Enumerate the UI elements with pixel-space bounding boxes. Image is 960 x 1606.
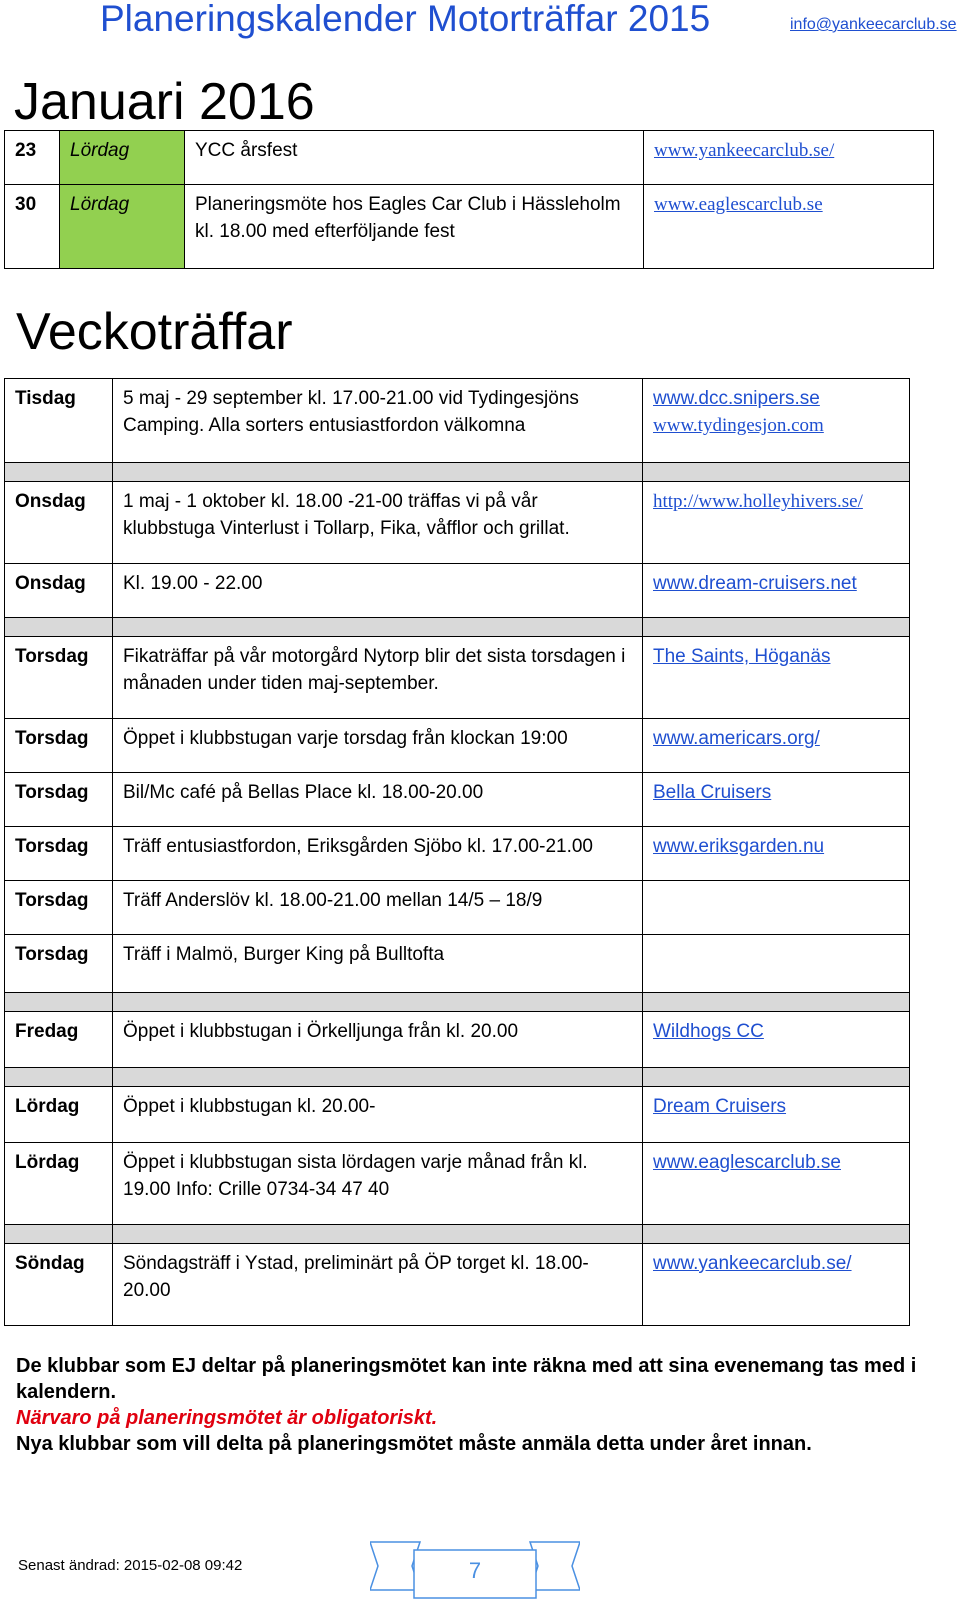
table-separator bbox=[5, 993, 910, 1012]
table-separator bbox=[5, 1068, 910, 1087]
event-cell: YCC årsfest bbox=[185, 131, 644, 185]
table-row bbox=[5, 637, 910, 719]
day-cell: Onsdag bbox=[5, 564, 113, 618]
table-row bbox=[5, 1012, 910, 1068]
table-row bbox=[5, 379, 910, 463]
table-row bbox=[5, 719, 910, 773]
link-cell bbox=[643, 1012, 910, 1068]
event-link[interactable]: www.dcc.snipers.se bbox=[653, 388, 820, 409]
day-cell: Fredag bbox=[5, 1012, 113, 1068]
day-cell: Torsdag bbox=[5, 827, 113, 881]
event-link[interactable]: Dream Cruisers bbox=[653, 1096, 787, 1117]
date-cell: 23 bbox=[5, 131, 60, 185]
table-separator bbox=[5, 1225, 910, 1244]
link-cell bbox=[644, 185, 934, 269]
link-cell bbox=[643, 564, 910, 618]
event-cell: Söndagsträff i Ystad, preliminärt på ÖP torget kl. 18.00-20.00 bbox=[113, 1244, 643, 1326]
event-link[interactable]: www.yankeecarclub.se/ bbox=[653, 1253, 852, 1274]
link-cell bbox=[643, 827, 910, 881]
note-mandatory: Närvaro på planeringsmötet är obligatoriskt. bbox=[16, 1407, 438, 1429]
table-row bbox=[5, 881, 910, 935]
table-row bbox=[5, 773, 910, 827]
event-link[interactable]: www.eaglescarclub.se bbox=[653, 1152, 841, 1173]
table-row bbox=[5, 935, 910, 993]
page-number-badge bbox=[370, 1536, 580, 1600]
weekly-heading: Veckoträffar bbox=[16, 303, 293, 361]
table-row bbox=[5, 564, 910, 618]
link-cell bbox=[644, 131, 934, 185]
event-link[interactable]: www.yankeecarclub.se/ bbox=[654, 140, 835, 161]
day-cell: Tisdag bbox=[5, 379, 113, 463]
last-modified: Senast ändrad: 2015-02-08 09:42 bbox=[18, 1557, 243, 1574]
event-cell: Fikaträffar på vår motorgård Nytorp blir det sista torsdagen i månaden under tiden maj-september. bbox=[113, 637, 643, 719]
event-link[interactable]: http://www.holleyhivers.se/ bbox=[653, 491, 863, 512]
event-cell: Träff i Malmö, Burger King på Bulltofta bbox=[113, 935, 643, 993]
link-cell bbox=[643, 1143, 910, 1225]
event-link[interactable]: www.dream-cruisers.net bbox=[653, 573, 857, 594]
link-cell bbox=[643, 1244, 910, 1326]
link-cell bbox=[643, 935, 910, 993]
day-cell: Onsdag bbox=[5, 482, 113, 564]
link-cell bbox=[643, 482, 910, 564]
note-clubs: De klubbar som EJ deltar på planeringsmötet kan inte räkna med att sina evenemang tas med i kalendern. bbox=[16, 1355, 917, 1403]
link-cell bbox=[643, 379, 910, 463]
event-link[interactable]: Wildhogs CC bbox=[653, 1021, 764, 1042]
day-cell: Torsdag bbox=[5, 637, 113, 719]
day-cell: Lördag bbox=[60, 185, 185, 269]
date-cell: 30 bbox=[5, 185, 60, 269]
day-cell: Lördag bbox=[5, 1087, 113, 1143]
event-cell: Planeringsmöte hos Eagles Car Club i Hässleholm kl. 18.00 med efterföljande fest bbox=[185, 185, 644, 269]
page-number: 7 bbox=[468, 1558, 482, 1583]
table-row bbox=[5, 1244, 910, 1326]
day-cell: Torsdag bbox=[5, 773, 113, 827]
link-cell bbox=[643, 1087, 910, 1143]
event-cell: 5 maj - 29 september kl. 17.00-21.00 vid Tydingesjöns Camping. Alla sorters entusiastfordon välkomna bbox=[113, 379, 643, 463]
day-cell: Torsdag bbox=[5, 719, 113, 773]
event-link[interactable]: www.eriksgarden.nu bbox=[653, 836, 825, 857]
event-link[interactable]: The Saints, Höganäs bbox=[653, 646, 831, 667]
january-table bbox=[4, 130, 934, 269]
table-separator bbox=[5, 618, 910, 637]
event-link[interactable]: www.eaglescarclub.se bbox=[654, 194, 823, 215]
link-cell bbox=[643, 773, 910, 827]
event-cell: 1 maj - 1 oktober kl. 18.00 -21-00 träffas vi på vår klubbstuga Vinterlust i Tollarp, Fika, våfflor och grillat. bbox=[113, 482, 643, 564]
month-heading: Januari 2016 bbox=[14, 73, 315, 131]
table-row bbox=[5, 827, 910, 881]
event-cell: Öppet i klubbstugan i Örkelljunga från kl. 20.00 bbox=[113, 1012, 643, 1068]
day-cell: Torsdag bbox=[5, 935, 113, 993]
event-cell: Öppet i klubbstugan kl. 20.00- bbox=[113, 1087, 643, 1143]
day-cell: Torsdag bbox=[5, 881, 113, 935]
table-row bbox=[5, 482, 910, 564]
day-cell: Lördag bbox=[5, 1143, 113, 1225]
header-email-link[interactable]: info@yankeecarclub.se bbox=[790, 16, 957, 33]
table-row bbox=[5, 185, 934, 269]
day-cell: Lördag bbox=[60, 131, 185, 185]
table-row bbox=[5, 1143, 910, 1225]
event-cell: Träff entusiastfordon, Eriksgården Sjöbo kl. 17.00-21.00 bbox=[113, 827, 643, 881]
day-cell: Söndag bbox=[5, 1244, 113, 1326]
event-link[interactable]: www.americars.org/ bbox=[653, 728, 820, 749]
event-cell: Öppet i klubbstugan sista lördagen varje månad från kl. 19.00 Info: Crille 0734-34 47 40 bbox=[113, 1143, 643, 1225]
link-cell bbox=[643, 637, 910, 719]
event-link[interactable]: Bella Cruisers bbox=[653, 782, 772, 803]
link-cell bbox=[643, 881, 910, 935]
event-cell: Bil/Mc café på Bellas Place kl. 18.00-20.00 bbox=[113, 773, 643, 827]
note-new-clubs: Nya klubbar som vill delta på planeringsmötet måste anmäla detta under året innan. bbox=[16, 1433, 812, 1455]
planning-notes bbox=[16, 1353, 946, 1457]
event-link[interactable]: www.tydingesjon.com bbox=[653, 415, 824, 436]
table-separator bbox=[5, 463, 910, 482]
event-cell: Träff Anderslöv kl. 18.00-21.00 mellan 14/5 – 18/9 bbox=[113, 881, 643, 935]
event-cell: Öppet i klubbstugan varje torsdag från klockan 19:00 bbox=[113, 719, 643, 773]
table-row bbox=[5, 131, 934, 185]
link-cell bbox=[643, 719, 910, 773]
event-cell: Kl. 19.00 - 22.00 bbox=[113, 564, 643, 618]
weekly-table bbox=[4, 378, 910, 1326]
page-header-title: Planeringskalender Motorträffar 2015 bbox=[100, 0, 711, 39]
table-row bbox=[5, 1087, 910, 1143]
